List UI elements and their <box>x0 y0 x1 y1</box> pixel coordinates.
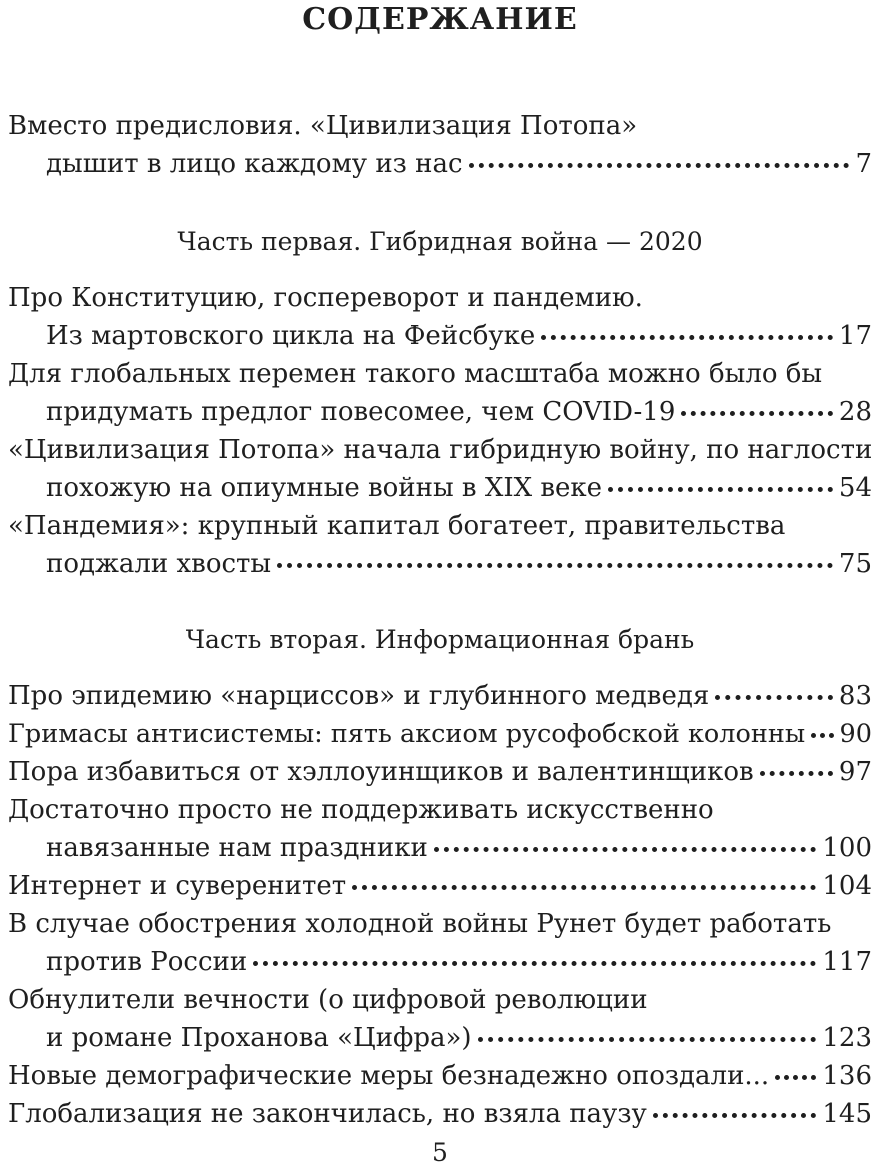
toc-entry-text: и романе Проханова «Цифра») <box>46 1023 472 1053</box>
toc-entry-text: Для глобальных перемен такого масштаба можно было бы <box>8 359 823 389</box>
dot-leader <box>608 487 833 492</box>
toc-page-number: 136 <box>822 1061 872 1091</box>
toc-entry-line <box>8 677 872 715</box>
dot-leader <box>277 563 833 568</box>
toc-entry-line <box>8 867 872 905</box>
toc-entry-text: Про Конституцию, госпереворот и пандемию. <box>8 283 643 313</box>
toc-entry-text: Из мартовского цикла на Фейсбуке <box>46 321 536 351</box>
dot-leader <box>715 695 833 700</box>
dot-leader <box>541 335 833 340</box>
toc-entry-line <box>8 715 872 753</box>
toc-page-number: 100 <box>822 833 872 863</box>
toc-page-number: 145 <box>822 1099 872 1129</box>
toc-page-number: 104 <box>822 871 872 901</box>
toc-entry-line <box>8 355 872 393</box>
dot-leader <box>681 411 833 416</box>
dot-leader <box>775 1075 816 1080</box>
toc-entry-line <box>8 791 872 829</box>
toc-entry-line <box>46 469 872 507</box>
toc-page-number: 54 <box>838 473 872 503</box>
dot-leader <box>760 771 833 776</box>
toc-entry-line <box>46 829 872 867</box>
dot-leader <box>469 163 850 168</box>
toc-page-number: 75 <box>838 549 872 579</box>
dot-leader <box>478 1037 817 1042</box>
toc-entry-line <box>46 393 872 431</box>
page-title: СОДЕРЖАНИЕ <box>302 2 578 37</box>
toc-entry-text: Пора избавиться от хэллоуинщиков и валентинщиков <box>8 757 754 787</box>
toc-entry-line <box>46 317 872 355</box>
toc-entry-text: поджали хвосты <box>46 549 272 579</box>
toc-entry-line <box>46 1019 872 1057</box>
toc-entry-line <box>46 545 872 583</box>
toc-page-number: 123 <box>822 1023 872 1053</box>
toc-entry-text: придумать предлог повесомее, чем COVID-19 <box>46 397 676 427</box>
toc-entry-line <box>8 279 872 317</box>
toc-entry-line <box>8 431 872 469</box>
dot-leader <box>253 961 816 966</box>
toc-page-number: 97 <box>838 757 872 787</box>
toc-page-number: 90 <box>839 719 872 749</box>
toc-entry-text: Гримасы антисистемы: пять аксиом русофобской колонны <box>8 719 806 749</box>
toc-entry-line <box>8 905 872 943</box>
toc-entry-line <box>46 943 872 981</box>
toc-entry-line <box>8 1095 872 1133</box>
toc-entry-text: Вместо предисловия. «Цивилизация Потопа» <box>8 111 638 141</box>
toc-entry-text: Про эпидемию «нарциссов» и глубинного медведя <box>8 681 710 711</box>
toc-page-number: 17 <box>838 321 872 351</box>
toc-entry-text: Интернет и суверенитет <box>8 871 347 901</box>
toc-page-number: 83 <box>838 681 872 711</box>
toc-entry-text: Обнулители вечности (о цифровой революции <box>8 985 648 1015</box>
toc-entry-line <box>8 753 872 791</box>
dot-leader <box>811 733 833 738</box>
dot-leader <box>653 1113 817 1118</box>
toc-entry-text: «Пандемия»: крупный капитал богатеет, правительства <box>8 511 786 541</box>
toc-entry-text: «Цивилизация Потопа» начала гибридную войну, по наглости <box>8 435 873 465</box>
part-heading: Часть вторая. Информационная брань <box>185 625 695 654</box>
toc-entry-text: Глобализация не закончилась, но взяла паузу <box>8 1099 647 1129</box>
toc-entry-text: В случае обострения холодной войны Рунет будет работать <box>8 909 832 939</box>
toc-entry-text: похожую на опиумные войны в XIX веке <box>46 473 603 503</box>
toc-entry-text: Достаточно просто не поддерживать искусственно <box>8 795 714 825</box>
toc-page-number: 7 <box>855 149 872 179</box>
page-number-footer: 5 <box>432 1138 448 1167</box>
toc-entry-line <box>8 981 872 1019</box>
part-heading: Часть первая. Гибридная война — 2020 <box>177 227 703 256</box>
toc-entry-line <box>8 107 872 145</box>
toc-entry-line <box>8 1057 872 1095</box>
toc-page-number: 117 <box>822 947 872 977</box>
toc-page-number: 28 <box>838 397 872 427</box>
toc-entry-line <box>8 507 872 545</box>
toc-entry-text: против России <box>46 947 248 977</box>
toc-entry-line <box>46 145 872 183</box>
dot-leader <box>434 847 817 852</box>
toc-entry-text: дышит в лицо каждому из нас <box>46 149 463 179</box>
toc-entry-text: Новые демографические меры безнадежно опоздали... <box>8 1061 770 1091</box>
toc-entry-text: навязанные нам праздники <box>46 833 428 863</box>
dot-leader <box>352 885 816 890</box>
